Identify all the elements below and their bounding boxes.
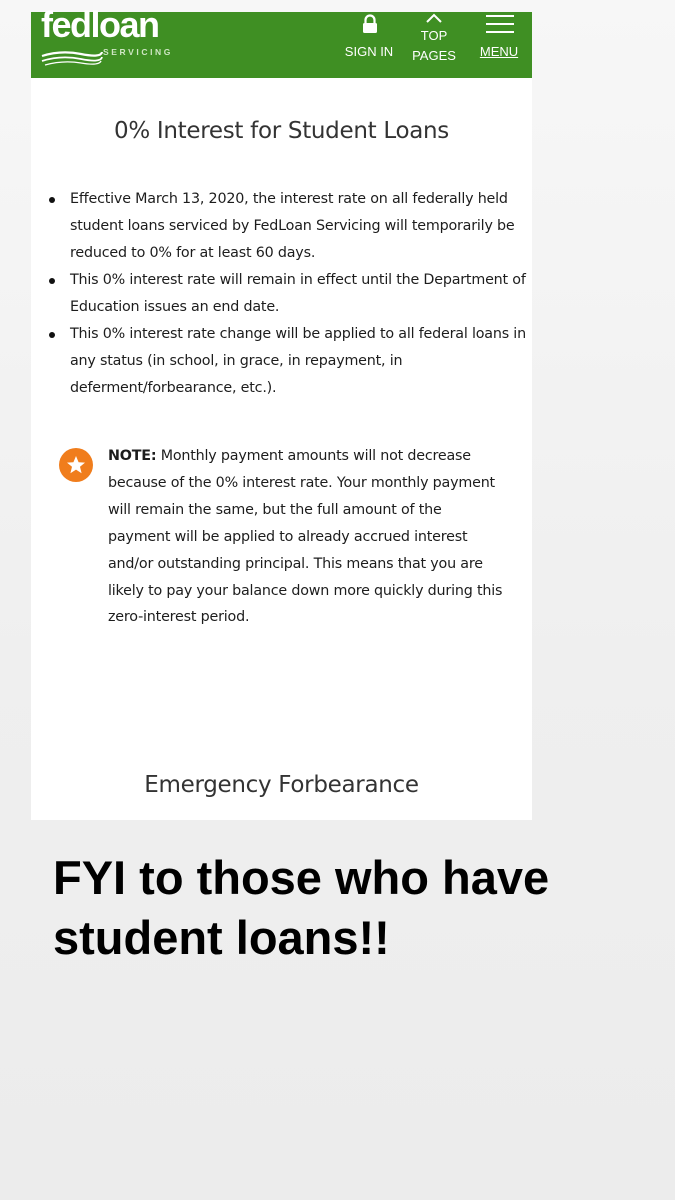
- bullet-item-end-date: This 0% interest rate will remain in effect until the Department of Education issues an end date.: [49, 267, 527, 321]
- logo-subtitle: SERVICING: [103, 47, 174, 57]
- top-pages-label-line1: TOP: [420, 28, 448, 43]
- section-heading-emergency-forbearance: Emergency Forbearance: [144, 772, 419, 798]
- logo-swoosh-icon: [41, 48, 103, 68]
- bullet-item-effective-date: Effective March 13, 2020, the interest rate on all federally held student loans serviced by FedLoan Servicing will temporarily be reduced to 0% for at least 60 days.: [49, 186, 527, 267]
- top-pages-link[interactable]: [407, 12, 461, 78]
- hamburger-menu-icon: [486, 14, 514, 34]
- sign-in-label: SIGN IN: [344, 44, 394, 59]
- caption-line-1: FYI to those who have: [53, 851, 550, 904]
- logo-wordmark: fedloan: [41, 4, 159, 45]
- website-screenshot: [31, 4, 532, 820]
- page-heading: 0% Interest for Student Loans: [114, 118, 449, 144]
- fedloan-logo[interactable]: [41, 4, 201, 72]
- story-caption: [53, 848, 653, 968]
- site-header: [31, 4, 532, 78]
- caption-line-2: student loans!!: [53, 911, 390, 964]
- note-label: NOTE:: [108, 448, 157, 464]
- menu-label: MENU: [479, 44, 519, 59]
- top-pages-label-line2: PAGES: [412, 48, 456, 63]
- note-text: Monthly payment amounts will not decrease because of the 0% interest rate. Your monthly payment will remain the same, but the full amount of the payment will be applied to already accrued interest and/or outstanding principal. This means that you are likely to pay your balance down more quickly during this zero-interest period.: [108, 448, 503, 626]
- menu-button[interactable]: [471, 12, 527, 78]
- info-bullet-list: [49, 186, 527, 402]
- chevron-up-icon: [424, 12, 444, 24]
- sign-in-link[interactable]: [337, 12, 401, 78]
- bullet-item-loan-status: This 0% interest rate change will be applied to all federal loans in any status (in school, in grace, in repayment, in deferment/forbearance, etc.).: [49, 321, 527, 402]
- note-box: [108, 443, 503, 631]
- star-icon: [59, 448, 93, 482]
- lock-icon: [361, 14, 379, 34]
